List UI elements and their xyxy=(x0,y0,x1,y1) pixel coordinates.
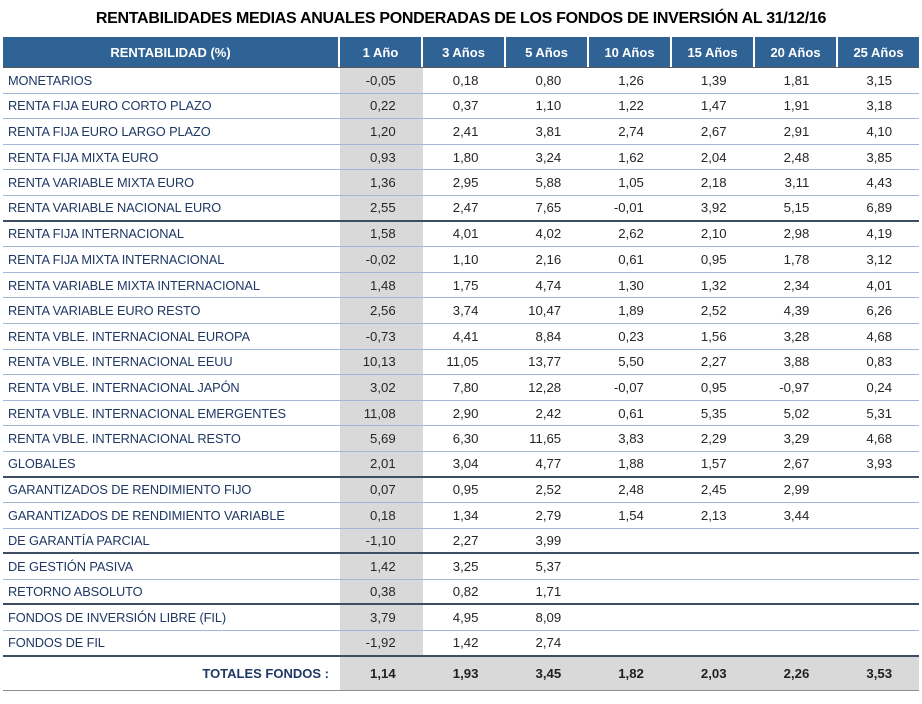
row-value: 5,50 xyxy=(618,354,644,370)
row-value: 3,04 xyxy=(452,456,479,472)
row-value xyxy=(588,554,671,579)
row-value: 10,13 xyxy=(340,350,423,375)
table-row xyxy=(3,68,919,94)
row-value: 2,74 xyxy=(535,635,562,651)
row-value: 2,95 xyxy=(452,175,479,191)
row-value: 2,56 xyxy=(340,298,423,323)
row-value xyxy=(671,605,754,630)
table-row xyxy=(3,478,919,504)
row-value: 4,01 xyxy=(452,226,479,242)
row-value xyxy=(754,554,837,579)
table-row xyxy=(3,580,919,606)
row-label: RENTA VARIABLE EURO RESTO xyxy=(8,303,201,319)
row-value: 2,10 xyxy=(700,226,727,242)
table-row xyxy=(3,375,919,401)
row-value: 3,12 xyxy=(866,251,893,267)
totals-value-5-anos: 3,45 xyxy=(505,657,588,690)
row-value: 3,25 xyxy=(452,559,479,575)
row-value: 3,79 xyxy=(340,605,423,630)
row-value xyxy=(836,554,919,579)
row-value: 2,27 xyxy=(452,532,479,548)
row-value: 2,98 xyxy=(783,226,810,242)
row-value: 1,91 xyxy=(783,98,810,114)
row-label: RENTA FIJA EURO LARGO PLAZO xyxy=(8,123,211,139)
row-value: 5,69 xyxy=(340,426,423,451)
row-value: 2,62 xyxy=(618,226,644,242)
row-value: 1,36 xyxy=(340,170,423,195)
row-value: 3,74 xyxy=(452,303,479,319)
row-value xyxy=(836,503,919,528)
row-value: 12,28 xyxy=(528,379,562,395)
row-value: 2,04 xyxy=(700,149,727,165)
row-value: 2,16 xyxy=(535,251,562,267)
table-row xyxy=(3,401,919,427)
row-value: 2,67 xyxy=(700,123,727,139)
row-value: 4,39 xyxy=(783,303,810,319)
totals-value-15-anos: 2,03 xyxy=(671,657,754,690)
row-value: 5,15 xyxy=(783,200,810,216)
row-value: 4,68 xyxy=(866,328,893,344)
row-value: 2,74 xyxy=(618,123,644,139)
row-value: 3,28 xyxy=(783,328,810,344)
row-value: 0,22 xyxy=(340,94,423,119)
row-value: 3,24 xyxy=(535,149,562,165)
row-value xyxy=(836,529,919,553)
table-body xyxy=(3,67,919,657)
row-value: 2,27 xyxy=(700,354,727,370)
row-value: 1,71 xyxy=(535,584,562,600)
row-value: 1,10 xyxy=(452,251,479,267)
row-value: 6,26 xyxy=(866,303,893,319)
totals-value-25-anos: 3,53 xyxy=(836,657,919,690)
row-value: 0,93 xyxy=(340,145,423,170)
row-value: 2,48 xyxy=(783,149,810,165)
row-value xyxy=(836,478,919,503)
row-value: 3,83 xyxy=(618,431,644,447)
row-value: 1,39 xyxy=(700,72,727,88)
row-value: 1,30 xyxy=(618,277,644,293)
row-value: 2,01 xyxy=(340,452,423,476)
row-label: RENTA VBLE. INTERNACIONAL EMERGENTES xyxy=(8,405,286,421)
row-value: 2,42 xyxy=(535,405,562,421)
row-value xyxy=(671,529,754,553)
row-label: GARANTIZADOS DE RENDIMIENTO VARIABLE xyxy=(8,507,285,523)
table-row xyxy=(3,196,919,222)
row-value: 2,18 xyxy=(700,175,727,191)
row-value: 0,38 xyxy=(340,580,423,604)
row-value: 1,78 xyxy=(783,251,810,267)
row-value: 2,45 xyxy=(700,482,727,498)
table-row xyxy=(3,350,919,376)
table-row xyxy=(3,298,919,324)
row-value: 2,48 xyxy=(618,482,644,498)
row-value: 8,09 xyxy=(535,610,562,626)
totals-label: TOTALES FONDOS : xyxy=(3,657,340,690)
table-row xyxy=(3,145,919,171)
column-header-25-anos: 25 Años xyxy=(838,37,919,67)
row-value: 1,47 xyxy=(700,98,727,114)
row-value: 3,29 xyxy=(783,431,810,447)
row-value: 1,81 xyxy=(783,72,810,88)
row-label: RENTA FIJA MIXTA INTERNACIONAL xyxy=(8,251,225,267)
row-value: 0,37 xyxy=(452,98,479,114)
table-row xyxy=(3,554,919,580)
row-label: RENTA VBLE. INTERNACIONAL RESTO xyxy=(8,431,241,447)
row-value: 4,19 xyxy=(866,226,893,242)
row-value: 0,18 xyxy=(340,503,423,528)
row-value: 4,68 xyxy=(866,431,893,447)
row-value: 3,92 xyxy=(700,200,727,216)
row-value xyxy=(588,631,671,655)
table-row xyxy=(3,247,919,273)
row-label: RENTA VBLE. INTERNACIONAL EEUU xyxy=(8,354,233,370)
row-value: 11,08 xyxy=(340,401,423,426)
row-value: 3,18 xyxy=(866,98,893,114)
row-value: 5,31 xyxy=(866,405,893,421)
table-row xyxy=(3,170,919,196)
row-label: DE GARANTÍA PARCIAL xyxy=(8,532,150,548)
row-value: -0,73 xyxy=(340,324,423,349)
row-value: -1,92 xyxy=(340,631,423,655)
row-value: 1,42 xyxy=(340,554,423,579)
row-value: 4,01 xyxy=(866,277,893,293)
row-value: 4,77 xyxy=(535,456,562,472)
row-value: 2,99 xyxy=(783,482,810,498)
row-label: RENTA VARIABLE MIXTA EURO xyxy=(8,175,194,191)
row-label: RENTA FIJA MIXTA EURO xyxy=(8,149,159,165)
row-value xyxy=(588,605,671,630)
row-value: 0,83 xyxy=(866,354,893,370)
row-value: 1,05 xyxy=(618,175,644,191)
row-value: 1,80 xyxy=(452,149,479,165)
row-value: 0,82 xyxy=(452,584,479,600)
table-header-row xyxy=(3,37,919,67)
table-row xyxy=(3,426,919,452)
row-value: 6,89 xyxy=(866,200,893,216)
row-label: RENTA VBLE. INTERNACIONAL EUROPA xyxy=(8,328,250,344)
row-value: 2,13 xyxy=(700,507,727,523)
page-title: RENTABILIDADES MEDIAS ANUALES PONDERADAS DE LOS FONDOS DE INVERSIÓN AL 31/12/16 xyxy=(95,10,827,27)
table-row xyxy=(3,529,919,555)
row-label: RENTA VBLE. INTERNACIONAL JAPÓN xyxy=(8,379,240,395)
row-value: 3,99 xyxy=(535,532,562,548)
row-value: 4,74 xyxy=(535,277,562,293)
row-label: GLOBALES xyxy=(8,456,76,472)
row-value: 3,15 xyxy=(866,72,893,88)
row-value: 7,80 xyxy=(452,379,479,395)
row-value: 13,77 xyxy=(528,354,562,370)
row-value: 3,11 xyxy=(784,175,810,191)
row-label: RENTA VARIABLE MIXTA INTERNACIONAL xyxy=(8,277,260,293)
row-value: 2,34 xyxy=(783,277,810,293)
row-value: 2,79 xyxy=(535,507,562,523)
row-value: 5,02 xyxy=(783,405,810,421)
row-value: 11,65 xyxy=(529,431,562,447)
column-header-10-anos: 10 Años xyxy=(589,37,672,67)
table-row xyxy=(3,273,919,299)
row-value: 3,02 xyxy=(340,375,423,400)
row-label: RENTA VARIABLE NACIONAL EURO xyxy=(8,200,222,216)
row-value: -0,02 xyxy=(340,247,423,272)
row-value: 1,48 xyxy=(340,273,423,298)
row-value: -0,05 xyxy=(340,68,423,93)
column-header-1-ano: 1 Año xyxy=(340,37,423,67)
table-row xyxy=(3,605,919,631)
row-value: 4,41 xyxy=(452,328,479,344)
row-value xyxy=(754,605,837,630)
row-value: 1,32 xyxy=(700,277,727,293)
row-label: RENTA FIJA INTERNACIONAL xyxy=(8,226,184,242)
row-value: 1,89 xyxy=(618,303,644,319)
row-label: RENTA FIJA EURO CORTO PLAZO xyxy=(8,98,212,114)
totals-value-1-ano: 1,14 xyxy=(340,657,423,690)
row-value: 2,55 xyxy=(340,196,423,220)
row-value: 2,90 xyxy=(452,405,479,421)
row-value: 2,91 xyxy=(783,123,810,139)
row-value xyxy=(588,580,671,604)
row-label: MONETARIOS xyxy=(8,72,93,88)
row-value: 10,47 xyxy=(528,303,562,319)
row-value: 3,81 xyxy=(535,123,562,139)
column-header-3-anos: 3 Años xyxy=(423,37,506,67)
row-label: DE GESTIÓN PASIVA xyxy=(8,559,134,575)
column-header-20-anos: 20 Años xyxy=(755,37,838,67)
row-value: 1,54 xyxy=(618,507,644,523)
row-value: 3,44 xyxy=(783,507,810,523)
row-value xyxy=(754,580,837,604)
row-value: 4,02 xyxy=(535,226,562,242)
totals-value-3-anos: 1,93 xyxy=(423,657,506,690)
row-value: 3,88 xyxy=(783,354,810,370)
row-value: 0,07 xyxy=(340,478,423,503)
row-value: 1,26 xyxy=(618,72,644,88)
row-value xyxy=(836,631,919,655)
row-value: 3,93 xyxy=(866,456,893,472)
row-value: 0,95 xyxy=(700,251,727,267)
row-value: 1,22 xyxy=(618,98,644,114)
row-value: 0,61 xyxy=(618,405,644,421)
row-value: 2,41 xyxy=(452,123,479,139)
row-value: 8,84 xyxy=(535,328,562,344)
column-header-rentabilidad: RENTABILIDAD (%) xyxy=(3,37,340,67)
row-value: 1,34 xyxy=(452,507,479,523)
row-value: 1,10 xyxy=(535,98,562,114)
row-value: -0,07 xyxy=(613,379,644,395)
row-value: 2,52 xyxy=(700,303,727,319)
row-value: 0,18 xyxy=(452,72,479,88)
table-row xyxy=(3,222,919,248)
row-value: 1,58 xyxy=(340,222,423,247)
row-value xyxy=(671,554,754,579)
column-header-15-anos: 15 Años xyxy=(672,37,755,67)
row-value: 6,30 xyxy=(452,431,479,447)
table-row xyxy=(3,94,919,120)
returns-table xyxy=(3,37,919,691)
row-value: 4,10 xyxy=(866,123,893,139)
row-label: RETORNO ABSOLUTO xyxy=(8,584,143,600)
row-value: 0,80 xyxy=(535,72,562,88)
table-row xyxy=(3,324,919,350)
row-label: GARANTIZADOS DE RENDIMIENTO FIJO xyxy=(8,482,252,498)
totals-value-20-anos: 2,26 xyxy=(754,657,837,690)
row-value: -0,97 xyxy=(779,379,810,395)
row-value: -1,10 xyxy=(340,529,423,553)
column-header-5-anos: 5 Años xyxy=(506,37,589,67)
row-value: 5,88 xyxy=(535,175,562,191)
row-value: 0,61 xyxy=(618,251,644,267)
row-label: FONDOS DE INVERSIÓN LIBRE (FIL) xyxy=(8,610,227,626)
row-value: 0,24 xyxy=(866,379,893,395)
table-row xyxy=(3,503,919,529)
row-value: 7,65 xyxy=(535,200,562,216)
table-row xyxy=(3,452,919,478)
row-value: 1,20 xyxy=(340,119,423,144)
row-value: 2,52 xyxy=(535,482,562,498)
row-value: 1,88 xyxy=(618,456,644,472)
row-value: 2,47 xyxy=(452,200,479,216)
row-value: 0,95 xyxy=(452,482,479,498)
row-value: 1,75 xyxy=(452,277,479,293)
row-value: 4,95 xyxy=(452,610,479,626)
row-value xyxy=(671,631,754,655)
row-value: 1,42 xyxy=(452,635,479,651)
row-value: 5,35 xyxy=(700,405,727,421)
row-value: 0,95 xyxy=(700,379,727,395)
row-value xyxy=(754,529,837,553)
row-value xyxy=(836,580,919,604)
row-value: 1,57 xyxy=(700,456,727,472)
row-value: 4,43 xyxy=(866,175,893,191)
row-value: 0,23 xyxy=(618,328,644,344)
row-value xyxy=(588,529,671,553)
row-value xyxy=(836,605,919,630)
totals-value-10-anos: 1,82 xyxy=(588,657,671,690)
row-value: 3,85 xyxy=(866,149,893,165)
row-value: 1,62 xyxy=(618,149,644,165)
row-value: 11,05 xyxy=(446,354,479,370)
row-value: 5,37 xyxy=(535,559,562,575)
table-row xyxy=(3,119,919,145)
table-row xyxy=(3,631,919,657)
row-label: FONDOS DE FIL xyxy=(8,635,105,651)
row-value: 1,56 xyxy=(700,328,727,344)
row-value: 2,29 xyxy=(700,431,727,447)
row-value: -0,01 xyxy=(613,200,644,216)
row-value xyxy=(754,631,837,655)
row-value: 2,67 xyxy=(783,456,810,472)
totals-row xyxy=(3,657,919,691)
row-value xyxy=(671,580,754,604)
